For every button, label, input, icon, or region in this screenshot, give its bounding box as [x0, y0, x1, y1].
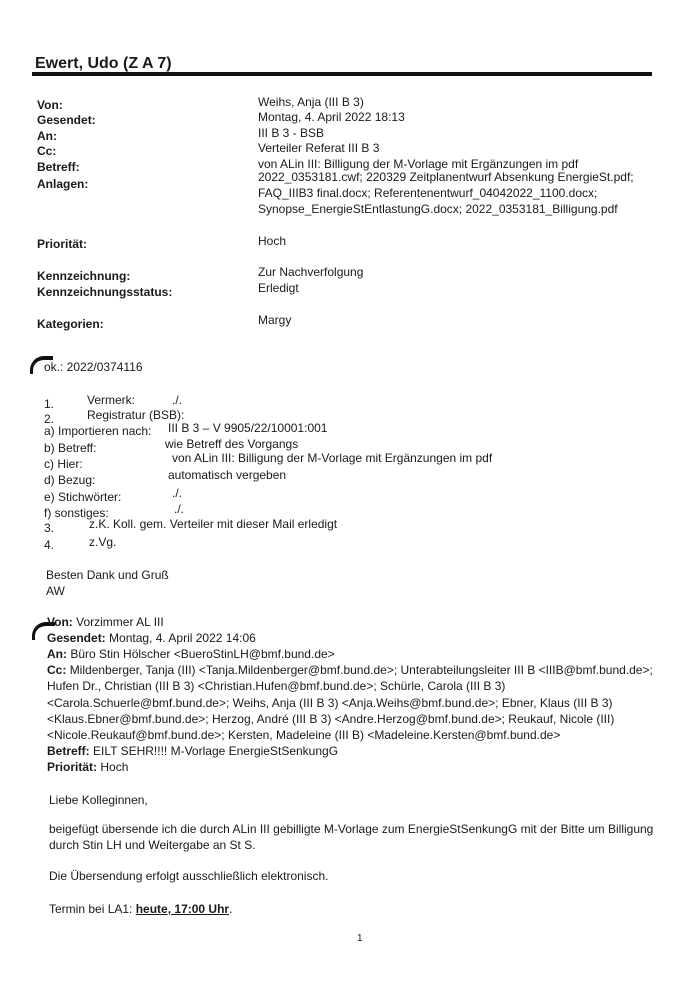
subject-ref-value: wie Betreff des Vorgangs [165, 437, 299, 451]
misc-value: ./. [174, 502, 185, 516]
here-value: von ALin III: Billigung der M-Vorlage mit Ergänzungen im pdf [172, 451, 493, 465]
closing-initials: AW [46, 584, 65, 598]
deadline-time: heute, 17:00 Uhr [135, 902, 230, 916]
categories-value: Margy [258, 313, 292, 327]
keywords-value: ./. [172, 486, 183, 500]
cc-label: Cc: [37, 144, 57, 158]
orig-sent-value: Montag, 4. April 2022 14:06 [109, 631, 256, 645]
priority-label: Priorität: [37, 237, 88, 251]
categories-label: Kategorien: [37, 317, 104, 331]
orig-subject-label: Betreff: [47, 744, 90, 758]
attachment-line: 2022_0353181.cwf; 220329 Zeitplanentwurf Absenkung EnergieSt.pdf; [258, 170, 634, 184]
from-value: Weihs, Anja (III B 3) [258, 95, 364, 109]
flag-status-label: Kennzeichnungsstatus: [37, 285, 173, 299]
flag-label: Kennzeichnung: [37, 269, 131, 283]
deadline-suffix: . [229, 902, 233, 916]
note-value: ./. [172, 393, 183, 407]
import-label: a) Importieren nach: [44, 424, 152, 438]
to-value: III B 3 - BSB [258, 126, 325, 140]
orig-to-line [47, 647, 335, 661]
attachments-label: Anlagen: [37, 177, 89, 191]
orig-subject-value: EILT SEHR!!!! M-Vorlage EnergieStSenkungG [93, 744, 339, 758]
orig-cc-line [47, 663, 653, 677]
distribution-note: z.K. Koll. gem. Verteiler mit dieser Mail erledigt [89, 517, 338, 531]
orig-priority-label: Priorität: [47, 760, 98, 774]
attachment-line: FAQ_IIIB3 final.docx; Referentenentwurf_04042022_1100.docx; [258, 186, 598, 200]
from-label: Von: [37, 98, 63, 112]
orig-to-label: An: [47, 647, 67, 661]
sent-value: Montag, 4. April 2022 18:13 [258, 110, 405, 124]
orig-cc-continuation: <Klaus.Ebner@bmf.bund.de>; Herzog, André (III B 3) <Andre.Herzog@bmf.bund.de>; Reukauf, Nicole (III) [47, 712, 615, 726]
body-paragraph: beigefügt übersende ich die durch ALin III gebilligte M-Vorlage zum EnergieStSenkungG mit der Bitte um Billigung [49, 822, 654, 836]
orig-sent-line [47, 631, 256, 645]
flag-value: Zur Nachverfolgung [258, 265, 364, 279]
item-number: 3. [44, 521, 55, 535]
body-greeting: Liebe Kolleginnen, [49, 793, 148, 807]
import-value: III B 3 – V 9905/22/10001:001 [168, 421, 328, 435]
orig-cc-continuation: Hufen Dr., Christian (III B 3) <Christian.Hufen@bmf.bund.de>; Schürle, Carola (III B 3) [47, 679, 506, 693]
orig-priority-value: Hoch [100, 760, 129, 774]
cc-value: Verteiler Referat III B 3 [258, 141, 380, 155]
misc-label: f) sonstiges: [44, 506, 109, 520]
orig-sent-label: Gesendet: [47, 631, 106, 645]
to-label: An: [37, 129, 57, 143]
document-number: ok.: 2022/0374116 [44, 360, 143, 374]
orig-from-line [47, 615, 164, 629]
orig-from-value: Vorzimmer AL III [76, 615, 164, 629]
sent-label: Gesendet: [37, 113, 96, 127]
page-number: 1 [357, 933, 363, 944]
deadline-prefix: Termin bei LA1: [49, 902, 136, 916]
orig-cc-continuation: <Nicole.Reukauf@bmf.bund.de>; Kersten, Madeleine (III B) <Madeleine.Kersten@bmf.bund.de> [47, 728, 561, 742]
reference-value: automatisch vergeben [168, 468, 287, 482]
registry-label: Registratur (BSB): [87, 408, 185, 422]
closing-greeting: Besten Dank und Gruß [46, 568, 169, 582]
deadline-line [49, 902, 232, 916]
note-label: Vermerk: [87, 393, 136, 407]
orig-to-value: Büro Stin Hölscher <BueroStinLH@bmf.bund.de> [70, 647, 335, 661]
item-number: 2. [44, 412, 55, 426]
item-number: 1. [44, 397, 55, 411]
orig-cc-continuation: <Carola.Schuerle@bmf.bund.de>; Weihs, Anja (III B 3) <Anja.Weihs@bmf.bund.de>; Ebner, Klaus (III B 3) [47, 696, 613, 710]
file-note: z.Vg. [89, 535, 117, 549]
attachment-line: Synopse_EnergieStEntlastungG.docx; 2022_0353181_Billigung.pdf [258, 202, 618, 216]
subject-value: von ALin III: Billigung der M-Vorlage mit Ergänzungen im pdf [258, 157, 579, 171]
here-label: c) Hier: [44, 457, 83, 471]
flag-status-value: Erledigt [258, 281, 299, 295]
item-number: 4. [44, 538, 55, 552]
orig-cc-value: Mildenberger, Tanja (III) <Tanja.Mildenberger@bmf.bund.de>; Unterabteilungsleiter III B <IIIB@bmf.bund.de>; [69, 663, 653, 677]
body-paragraph-continuation: durch Stin LH und Weitergabe an St S. [49, 838, 256, 852]
orig-cc-label: Cc: [47, 663, 67, 677]
subject-label: Betreff: [37, 160, 80, 174]
subject-ref-label: b) Betreff: [44, 441, 97, 455]
orig-from-label: Von: [47, 615, 73, 629]
orig-priority-line [47, 760, 128, 774]
document-owner-name: Ewert, Udo (Z A 7) [35, 55, 172, 72]
header-divider [32, 72, 652, 76]
orig-subject-line [47, 744, 338, 758]
reference-label: d) Bezug: [44, 473, 96, 487]
keywords-label: e) Stichwörter: [44, 490, 122, 504]
body-paragraph: Die Übersendung erfolgt ausschließlich elektronisch. [49, 869, 329, 883]
priority-value: Hoch [258, 234, 287, 248]
